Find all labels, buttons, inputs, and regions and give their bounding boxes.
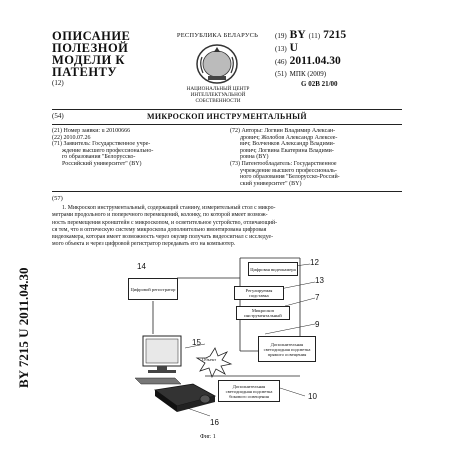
light-side-box: Дополнительная светодиодная подсветка бокового освещения <box>218 380 280 402</box>
camera-box: Цифровая видеокамера <box>248 262 298 276</box>
adjust-box: Регулируемая подставка <box>234 286 284 300</box>
label-16: 16 <box>210 418 219 427</box>
publication-date: 2011.04.30 <box>289 55 341 67</box>
kind-code: U <box>289 42 298 54</box>
patent-codes: (19) BY (11) 7215 (13) U (46) 2011.04.30 (51) МПК (2009) G 02B 21/00 <box>275 30 435 89</box>
label-14: 14 <box>137 262 146 271</box>
office-name: НАЦИОНАЛЬНЫЙ ЦЕНТР ИНТЕЛЛЕКТУАЛЬНОЙ СОБСТВЕННОСТИ <box>186 86 250 104</box>
ipc-code: G 02B 21/00 <box>301 80 338 88</box>
title-section: (54) МИКРОСКОП ИНСТРУМЕНТАЛЬНЫЙ <box>52 112 307 121</box>
title-line-1: ОПИСАНИЕ <box>52 29 131 43</box>
rule-mid <box>52 124 402 125</box>
document-title <box>52 30 130 78</box>
label-7: 7 <box>315 293 320 302</box>
ipc-label: МПК (2009) <box>289 70 327 78</box>
country-name: РЕСПУБЛИКА БЕЛАРУСЬ <box>176 32 259 39</box>
biblio-right: (72) Авторы: Логвин Владимир Алексан- дрович; Жолобов Александр Алексее- вич; Волченков Александр Владими- рович; Логвина Екатерина Владими- ровна (BY) (73) Патентообладатель: Государственное учреждение высшего профессиональ- ного образования "Белорусско-Россий- ский университет" (BY) <box>230 128 340 187</box>
figure-caption: Фиг. 1 <box>200 434 216 440</box>
title-line-3: МОДЕЛИ К <box>52 53 125 67</box>
label-9: 9 <box>315 320 320 329</box>
spine-text: BY 7215 U 2011.04.30 <box>16 267 31 388</box>
emblem-icon <box>194 43 240 85</box>
label-13: 13 <box>315 276 324 285</box>
invention-title: МИКРОСКОП ИНСТРУМЕНТАЛЬНЫЙ <box>147 112 307 121</box>
label-12: 12 <box>310 258 319 267</box>
light-direct-box: Дополнительная светодиодная подсветка прямого освещения <box>258 336 316 362</box>
biblio-left: (21) Номер заявки: u 20100666 (22) 2010.07.26 (71) Заявитель: Государственное учре- ждение высшего профессионально- го образования "Белорусско- Российский университет" (BY) <box>52 128 154 167</box>
label-10: 10 <box>308 392 317 401</box>
keyboard-icon <box>135 378 181 384</box>
country-code: BY <box>289 29 306 41</box>
rule-top <box>52 109 402 110</box>
microscope-box: Микроскоп инструментальный <box>236 306 290 320</box>
abstract-code: (57) <box>52 195 63 202</box>
object-starburst <box>197 348 231 377</box>
abstract-text: 1. Микроскоп инструментальный, содержащий станину, измерительный стол с микро- метрами продольного и поперечного перемещений, колонку, по которой имеет возмож- ность перемещения кронштейн с микроскопом, и осветительное устройство, отличающий- ся тем, что в оптическую систему микроскопа дополнительно вмонтирована цифровая видеокамера, которая имеет возможность через окуляр получать видеосигнал с исследуе- мого объекта и через цифровой регистратор передавать его на компьютер. <box>52 205 278 248</box>
title-line-2: ПОЛЕЗНОЙ <box>52 41 129 55</box>
rule-bottom <box>52 191 402 192</box>
patent-number: 7215 <box>323 29 347 41</box>
label-15: 15 <box>192 338 201 347</box>
title-line-4: ПАТЕНТУ <box>52 65 118 79</box>
title-code: (12) <box>52 79 64 87</box>
object-label: Объект <box>202 357 217 362</box>
recorder-box: Цифровой регистратор <box>128 278 178 300</box>
